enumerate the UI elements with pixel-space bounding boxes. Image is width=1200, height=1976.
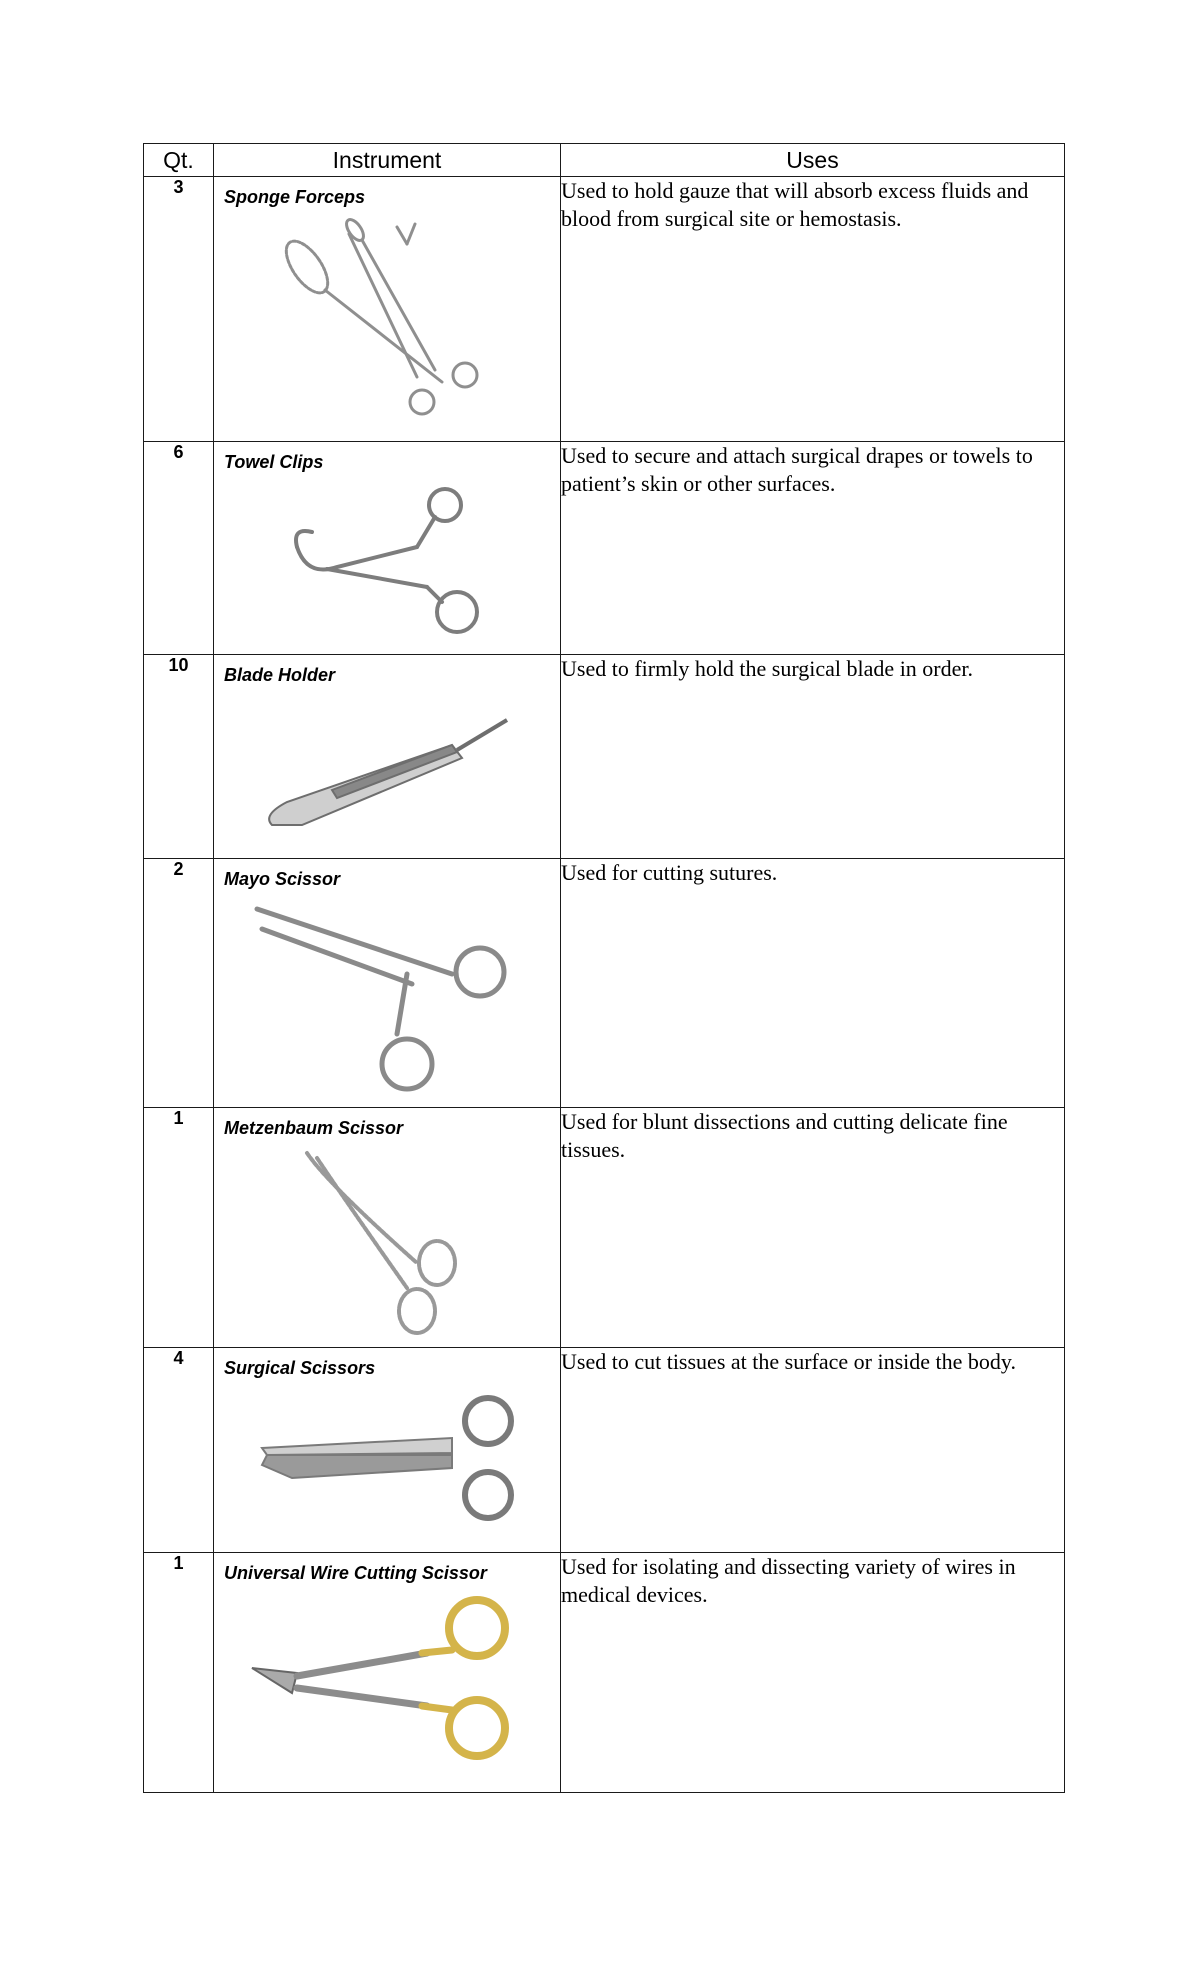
wire-cutting-scissor-image <box>237 1588 537 1778</box>
header-uses: Uses <box>561 144 1065 177</box>
instrument-cell <box>214 442 561 655</box>
instrument-table <box>143 143 1065 1793</box>
instrument-name: Sponge Forceps <box>224 187 366 207</box>
qty-cell: 3 <box>144 177 214 442</box>
instrument-name: Surgical Scissors <box>224 1358 376 1378</box>
qty-cell: 10 <box>144 655 214 859</box>
table-row <box>144 442 1065 655</box>
instrument-cell <box>214 655 561 859</box>
instrument-name: Mayo Scissor <box>224 869 341 889</box>
instrument-cell <box>214 859 561 1108</box>
sponge-forceps-image <box>267 212 507 427</box>
instrument-cell <box>214 1348 561 1553</box>
use-cell: Used to cut tissues at the surface or inside the body. <box>561 1348 1065 1553</box>
qty-cell: 2 <box>144 859 214 1108</box>
header-qty: Qt. <box>144 144 214 177</box>
instrument-cell <box>214 1553 561 1793</box>
instrument-name: Blade Holder <box>224 665 336 685</box>
use-cell: Used to secure and attach surgical drapes or towels to patient’s skin or other surfaces. <box>561 442 1065 655</box>
metzenbaum-scissor-image <box>267 1143 507 1343</box>
table-row <box>144 1108 1065 1348</box>
table-row <box>144 655 1065 859</box>
header-instrument: Instrument <box>214 144 561 177</box>
instrument-name: Universal Wire Cutting Scissor <box>224 1563 487 1583</box>
qty-cell: 4 <box>144 1348 214 1553</box>
header-row <box>144 144 1065 177</box>
use-cell: Used to firmly hold the surgical blade in order. <box>561 655 1065 859</box>
instrument-cell <box>214 177 561 442</box>
qty-cell: 1 <box>144 1108 214 1348</box>
table-row <box>144 1348 1065 1553</box>
table-row <box>144 859 1065 1108</box>
table-row <box>144 1553 1065 1793</box>
instrument-name: Towel Clips <box>224 452 324 472</box>
table-row <box>144 177 1065 442</box>
blade-holder-image <box>252 690 522 840</box>
use-cell: Used for isolating and dissecting variety of wires in medical devices. <box>561 1553 1065 1793</box>
qty-cell: 1 <box>144 1553 214 1793</box>
use-cell: Used for cutting sutures. <box>561 859 1065 1108</box>
towel-clip-image <box>267 477 507 637</box>
surgical-scissors-image <box>242 1383 532 1533</box>
use-cell: Used to hold gauze that will absorb excess fluids and blood from surgical site or hemostasis. <box>561 177 1065 442</box>
instrument-name: Metzenbaum Scissor <box>224 1118 404 1138</box>
instrument-cell <box>214 1108 561 1348</box>
mayo-scissor-image <box>237 894 537 1094</box>
qty-cell: 6 <box>144 442 214 655</box>
use-cell: Used for blunt dissections and cutting delicate fine tissues. <box>561 1108 1065 1348</box>
